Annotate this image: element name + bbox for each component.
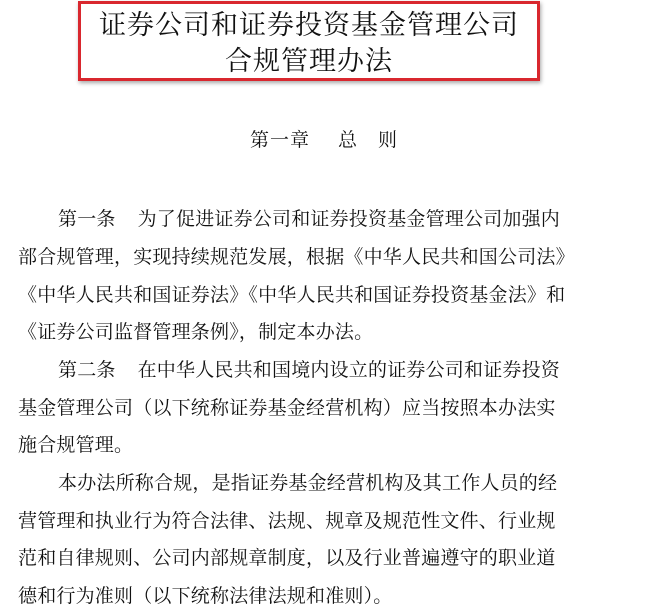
document-title-line-1: 证券公司和证券投资基金管理公司	[99, 10, 519, 41]
document-title-line-2: 合规管理办法	[225, 46, 393, 77]
article-1-line-2: 部合规管理，实现持续规范发展，根据《中华人民共和国公司法》	[18, 246, 575, 268]
article-2-line-1	[58, 358, 560, 382]
paragraph-3-line-1: 本办法所称合规，是指证券基金经营机构及其工作人员的经	[58, 472, 558, 494]
chapter-number: 第一章	[249, 129, 310, 151]
article-1-line-4: 《证券公司监督管理条例》，制定本办法。	[18, 321, 374, 343]
article-1-text: 为了促进证券公司和证券投资基金管理公司加强内	[137, 208, 561, 230]
article-1-line-1	[58, 207, 560, 231]
paragraph-3-line-4: 德和行为准则（以下统称法律法规和准则）。	[18, 585, 393, 607]
paragraph-3-line-3: 范和自律规则、公司内部规章制度，以及行业普遍遵守的职业道	[18, 547, 556, 569]
document-title-box	[78, 1, 540, 81]
chapter-heading	[0, 128, 648, 152]
article-2-line-2: 基金管理公司（以下统称证券基金经营机构）应当按照本办法实	[18, 397, 556, 419]
article-1-label: 第一条	[58, 208, 116, 230]
paragraph-3-line-2: 营管理和执业行为符合法律、法规、规章及规范性文件、行业规	[18, 510, 556, 532]
chapter-title: 总 则	[338, 129, 399, 151]
article-2-text: 在中华人民共和国境内设立的证券公司和证券投资	[137, 359, 561, 381]
article-2-line-3: 施合规管理。	[18, 434, 134, 456]
article-1-line-3: 《中华人民共和国证券法》《中华人民共和国证券投资基金法》和	[18, 284, 566, 306]
article-2-label: 第二条	[58, 359, 116, 381]
